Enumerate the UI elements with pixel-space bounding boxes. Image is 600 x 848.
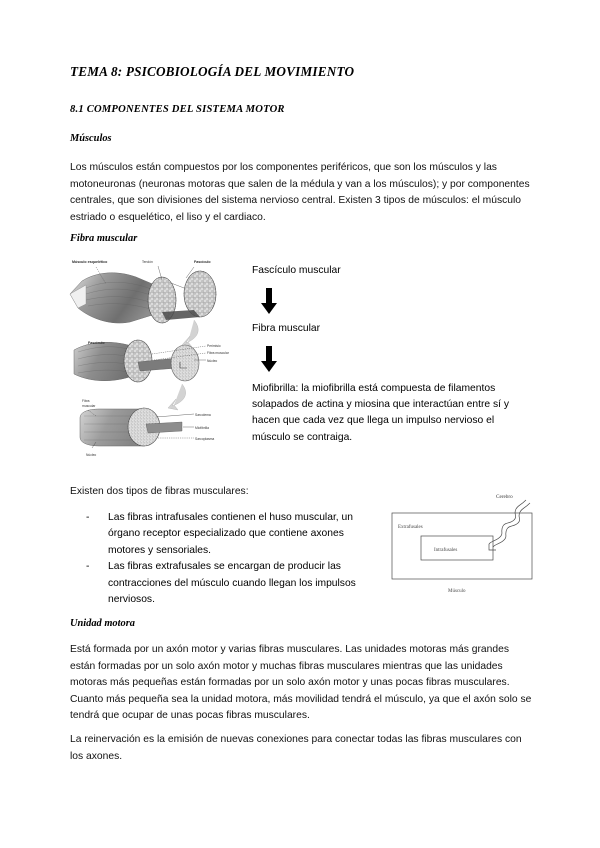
arrow-down-icon [258,346,280,372]
schematic-label-extrafusales: Extrafusales [398,525,423,530]
list-marker: - [86,561,90,573]
subheading-fibra-muscular: Fibra muscular [70,233,138,244]
list-item-label: Las fibras extrafusales se encargan de producir las contracciones del músculo cuando llegan los impulsos nerviosos. [108,561,356,606]
section-heading: 8.1 COMPONENTES DEL SISTEMA MOTOR [70,104,285,115]
list-item-label: Las fibras intrafusales contienen el huso muscular, un órgano receptor especializado que contiene axones motores y sensoriales. [108,512,353,556]
paragraph-intro: Los músculos están compuestos por los componentes periféricos, que son los músculos y las motoneuronas (neuronas motoras que salen de la médula y van a los músculos); y por componentes centrales, que son divisiones del sistema nervioso central. Existen 3 tipos de músculos: el músculo estriado o esquelético, el liso y el cardiaco. [70,162,530,223]
arrow-down-icon [258,288,280,314]
figure-caption-sarcoplasma: Sarcoplasma [195,437,215,441]
figure-panel-skeletal-muscle [70,260,216,323]
text-miofibrilla-description: Miofibrilla: la miofibrilla está compuesta de filamentos solapados de actina y miosina que interactúan entre sí y hacen que cada vez que llega un impulso nervioso el músculo se contraiga. [252,383,510,443]
figure-panel-muscle-fiber [80,399,214,457]
figure-caption-fibra-bottom-1: Fibra [82,399,90,403]
schematic-label-cerebro: Cerebro [496,494,513,500]
subheading-unidad-motora: Unidad motora [70,618,135,629]
intrafusal-extrafusal-schematic [386,486,538,598]
figure-caption-fasciculo-mid: Fascículo [88,341,105,345]
paragraph-reinervacion: La reinervación es la emisión de nuevas conexiones para conectar todas las fibras musculares con los axones. [70,734,522,762]
muscle-anatomy-figure [66,250,246,462]
figure-caption-sarcolema: Sarcolema [195,413,211,417]
paragraph-tipos-lead: Existen dos tipos de fibras musculares: [70,486,249,497]
figure-caption-fibra-muscular: Fibra muscular [207,351,229,355]
label-fasciculo-muscular: Fascículo muscular [252,265,341,276]
figure-caption-fasciculo-top: Fascículo [194,260,211,264]
schematic-label-musculo: Músculo [448,589,466,594]
page-title: TEMA 8: PSICOBIOLOGÍA DEL MOVIMIENTO [70,64,355,79]
figure-caption-tendon: Tendón [142,260,153,264]
figure-caption-nucleo-mid: Núcleo [207,359,218,363]
fiber-types-list [86,510,376,608]
subheading-musculos: Músculos [70,133,112,144]
schematic-label-intrafusales: Intrafusales [434,548,458,553]
list-marker: - [86,512,90,523]
figure-caption-musculo-esqueletico: Músculo esquelético [72,260,108,264]
label-fibra-muscular: Fibra muscular [252,323,321,334]
figure-caption-fibra-bottom-2: muscular [82,404,96,408]
figure-caption-nucleo-bottom: Núcleo [86,453,97,457]
paragraph-unidad-motora: Está formada por un axón motor y varias fibras musculares. Las unidades motoras más grandes están formadas por un solo axón motor y muchas fibras musculares mientras que las unidades motoras más pequeñas están formadas por un solo axón motor y unas pocas fibras musculares. Cuanto más pequeña sea la unidad motora, más movilidad tendrá el músculo, ya que el axón solo se tendrá que ocupar de unas pocas fibras musculares. [70,644,532,722]
list-item [86,510,376,559]
figure-caption-perimisio: Perimisio [207,344,221,348]
list-item [86,559,376,608]
figure-caption-miofibrilla: Miofibrilla [195,426,209,430]
figure-panel-fascicle [74,340,230,382]
